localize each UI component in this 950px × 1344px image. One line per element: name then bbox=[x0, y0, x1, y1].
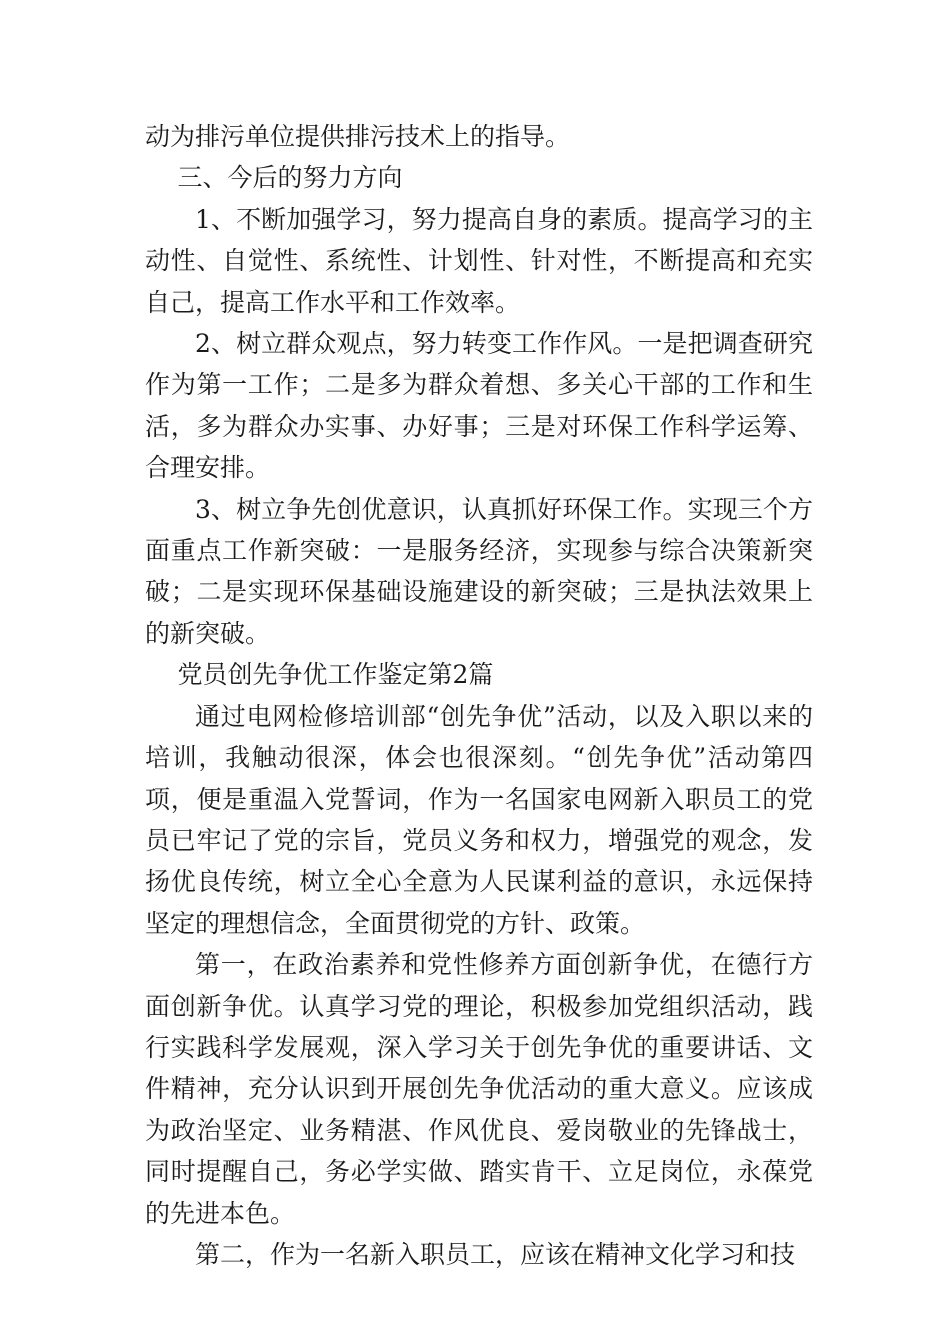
paragraph-item-2: 2、树立群众观点，努力转变工作作风。一是把调查研究作为第一工作；二是多为群众着想、多关心干部的工作和生活，多为群众办实事、办好事；三是对环保工作科学运筹、合理安排。 bbox=[145, 329, 813, 483]
paragraph-item-3: 3、树立争先创优意识，认真抓好环保工作。实现三个方面重点工作新突破：一是服务经济，实现参与综合决策新突破；二是实现环保基础设施建设的新突破；三是执法效果上的新突破。 bbox=[145, 494, 813, 648]
paragraph-continuation: 动为排污单位提供排污技术上的指导。 bbox=[145, 122, 571, 151]
paragraph-intro: 通过电网检修培训部“创先争优”活动，以及入职以来的培训，我触动很深，体会也很深刻。“创先争优”活动第四项，便是重温入党誓词，作为一名国家电网新入职员工的党员已牢记了党的宗旨，党员义务和权力，增强党的观念，发扬优良传统，树立全心全意为人民谋利益的意识，永远保持坚定的理想信念，全面贯彻党的方针、政策。 bbox=[145, 701, 813, 938]
paragraph-second: 第二，作为一名新入职员工，应该在精神文化学习和技 bbox=[195, 1239, 796, 1269]
document-body bbox=[145, 116, 813, 1275]
section-heading-future-direction: 三、今后的努力方向 bbox=[177, 163, 403, 193]
paragraph-first: 第一，在政治素养和党性修养方面创新争优，在德行方面创新争优。认真学习党的理论，积极参加党组织活动，践行实践科学发展观，深入学习关于创先争优的重要讲话、文件精神，充分认识到开展创先争优活动的重大意义。应该成为政治坚定、业务精湛、作风优良、爱岗敬业的先锋战士，同时提醒自己，务必学实做、踏实肯干、立足岗位，永葆党的先进本色。 bbox=[145, 950, 813, 1228]
section-heading-article-2: 党员创先争优工作鉴定第2篇 bbox=[177, 660, 494, 690]
paragraph-item-1: 1、不断加强学习，努力提高自身的素质。提高学习的主动性、自觉性、系统性、计划性、针对性，不断提高和充实自己，提高工作水平和工作效率。 bbox=[145, 204, 813, 317]
